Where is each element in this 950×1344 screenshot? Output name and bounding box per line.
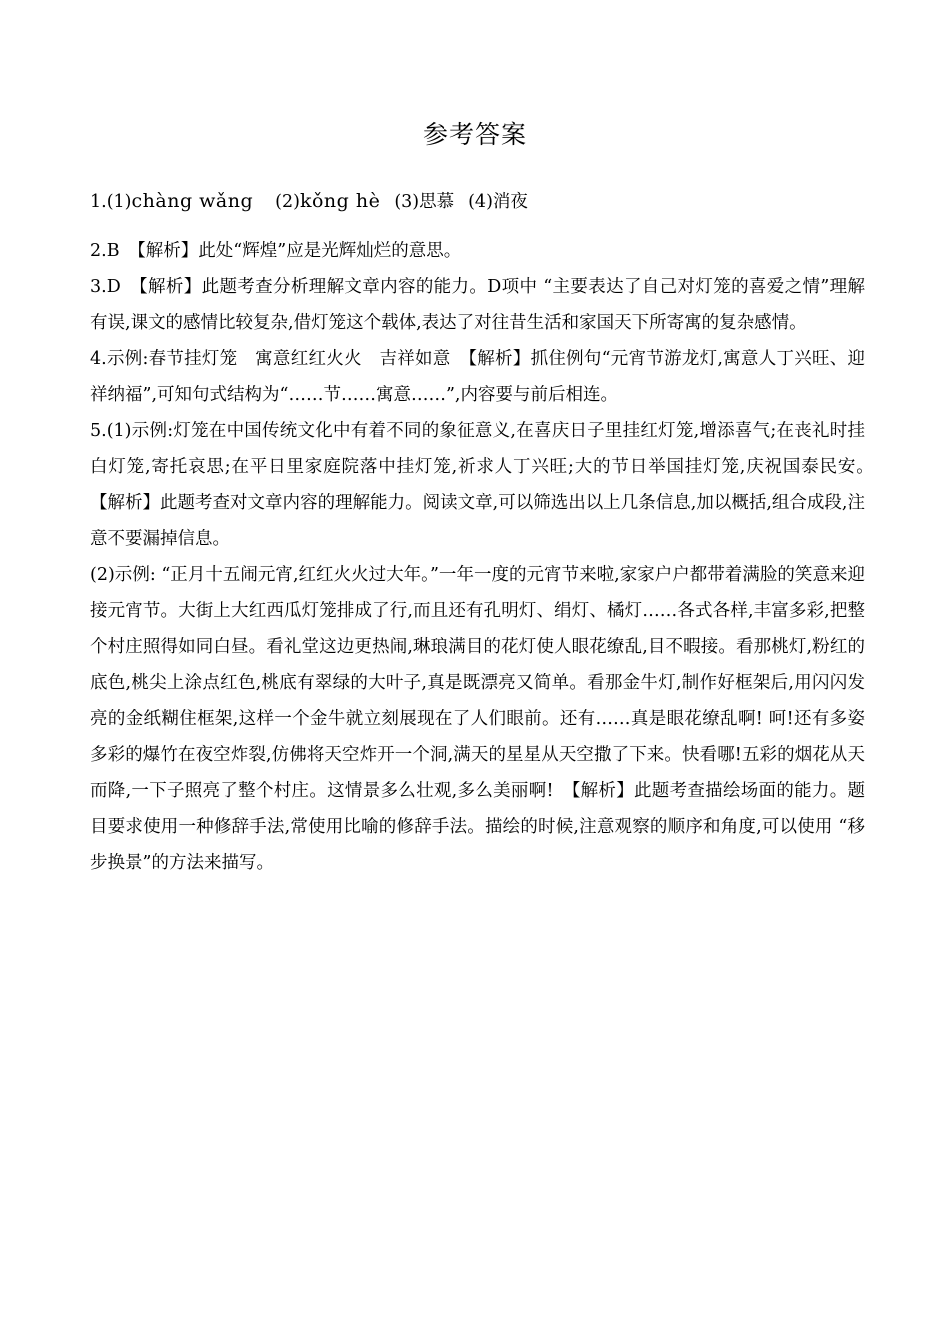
answer-5-part-1: 5.(1)示例:灯笼在中国传统文化中有着不同的象征意义,在喜庆日子里挂红灯笼,增添喜气;在丧礼时挂白灯笼,寄托哀思;在平日里家庭院落中挂灯笼,祈求人丁兴旺;大的节日举国挂灯笼,庆祝国泰民安。 【解析】此题考查对文章内容的理解能力。阅读文章,可以筛选出以上几条信息,加以概括,组合成段,注意不要漏掉信息。 bbox=[90, 421, 883, 549]
answer-1-word-4: 消夜 bbox=[492, 192, 528, 212]
answer-1-label-3: (3) bbox=[394, 192, 420, 212]
answer-5-part-2: (2)示例: “正月十五闹元宵,红红火火过大年。”一年一度的元宵节来啦,家家户户都带着满脸的笑意来迎接元宵节。大街上大红西瓜灯笼排成了行,而且还有孔明灯、绢灯、橘灯……各式各样,丰富多彩,把整个村庄照得如同白昼。看礼堂这边更热闹,琳琅满目的花灯使人眼花缭乱,目不暇接。看那桃灯,粉红的底色,桃尖上涂点红色,桃底有翠绿的大叶子,真是既漂亮又简单。看那金牛灯,制作好框架后,用闪闪发亮的金纸糊住框架,这样一个金牛就立刻展现在了人们眼前。还有……真是眼花缭乱啊! 呵!还有多姿多彩的爆竹在夜空炸裂,仿佛将天空炸开一个洞,满天的星星从天空撒了下来。快看哪!五彩的烟花从天而降,一下子照亮了整个村庄。这情景多么壮观,多么美丽啊! 【解析】此题考查描绘场面的能力。题目要求使用一种修辞手法,常使用比喻的修辞手法。描绘的时候,注意观察的顺序和角度,可以使用 “移步换景”的方法来描写。 bbox=[90, 565, 865, 873]
answer-2: 2.B 【解析】此处“辉煌”应是光辉灿烂的意思。 bbox=[90, 241, 462, 261]
answer-content bbox=[90, 183, 883, 881]
answer-1-number: 1. bbox=[90, 192, 107, 212]
answer-1-pinyin-1: chàng wǎng bbox=[131, 190, 254, 212]
answer-1 bbox=[90, 183, 865, 219]
answer-1-word-3: 思慕 bbox=[419, 192, 455, 212]
answer-1-label-4: (4) bbox=[468, 192, 493, 212]
answer-1-pinyin-2: kǒng hè bbox=[299, 190, 381, 212]
answer-1-label-2: (2) bbox=[275, 192, 300, 212]
answer-3: 3.D 【解析】此题考查分析理解文章内容的能力。D项中 “主要表达了自己对灯笼的喜爱之情”理解有误,课文的感情比较复杂,借灯笼这个载体,表达了对往昔生活和家国天下所寄寓的复杂感情。 bbox=[90, 277, 865, 333]
answer-1-label-1: (1) bbox=[106, 192, 132, 212]
page-title: 参考答案 bbox=[422, 120, 527, 149]
answer-4: 4.示例:春节挂灯笼 寓意红红火火 吉祥如意 【解析】抓住例句“元宵节游龙灯,寓意人丁兴旺、迎祥纳福”,可知句式结构为“……节……寓意……”,内容要与前后相连。 bbox=[90, 349, 865, 405]
